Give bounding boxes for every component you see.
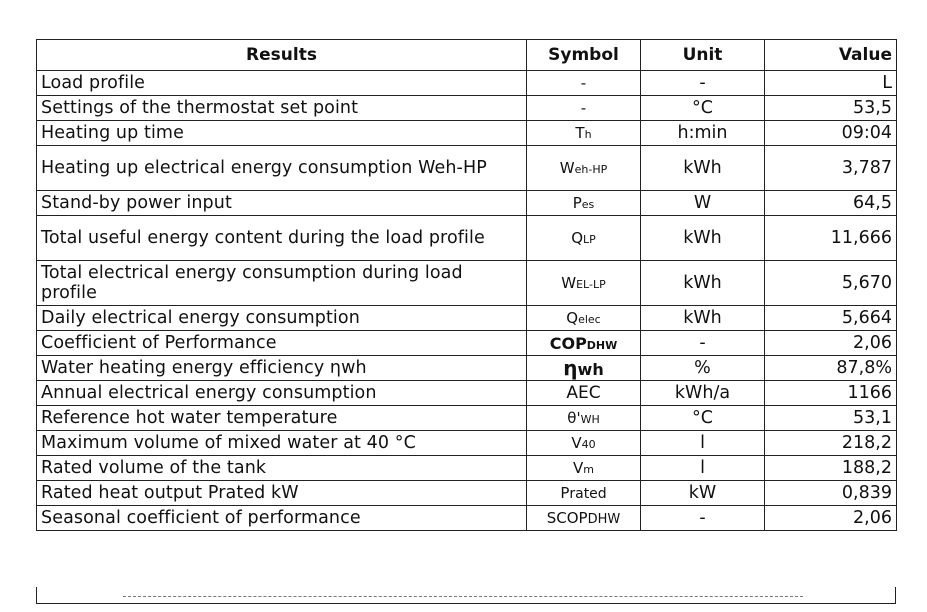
row-value: 11,666 <box>765 216 897 261</box>
symbol-sub: eh-HP <box>574 163 608 176</box>
row-name: Seasonal coefficient of performance <box>37 506 527 531</box>
row-unit: % <box>641 356 765 381</box>
row-value: L <box>765 71 897 96</box>
row-unit: kWh <box>641 146 765 191</box>
header-symbol: Symbol <box>527 40 641 71</box>
dashed-divider <box>123 596 803 597</box>
row-value: 87,8% <box>765 356 897 381</box>
symbol-sub: h <box>584 128 592 141</box>
symbol-sub: LP <box>583 233 596 246</box>
table-row <box>37 481 897 506</box>
results-table <box>36 39 897 531</box>
row-unit: kW <box>641 481 765 506</box>
symbol-main: SCOP <box>546 509 588 527</box>
row-symbol <box>527 431 641 456</box>
symbol-sub: rated <box>569 486 607 502</box>
table-row <box>37 71 897 96</box>
row-value: 2,06 <box>765 331 897 356</box>
row-unit: l <box>641 456 765 481</box>
symbol-main: Q <box>566 309 579 327</box>
row-unit: °C <box>641 406 765 431</box>
row-symbol: AEC <box>527 381 641 406</box>
row-name: Water heating energy efficiency ηwh <box>37 356 527 381</box>
table-row <box>37 261 897 306</box>
symbol-sub: 40 <box>581 438 596 451</box>
symbol-main: θ' <box>567 409 581 427</box>
row-name: Annual electrical energy consumption <box>37 381 527 406</box>
table-row <box>37 356 897 381</box>
symbol-sub: DHW <box>586 338 618 352</box>
symbol-main: T <box>575 124 585 142</box>
row-name: Total useful energy content during the load profile <box>37 216 527 261</box>
row-value: 2,06 <box>765 506 897 531</box>
symbol-main: COP <box>549 333 587 353</box>
symbol-sub: m <box>583 463 594 476</box>
row-name: Coefficient of Performance <box>37 331 527 356</box>
row-unit: kWh <box>641 261 765 306</box>
symbol-main: V <box>571 434 582 452</box>
table-row <box>37 121 897 146</box>
row-symbol <box>527 146 641 191</box>
header-value: Value <box>765 40 897 71</box>
table-row <box>37 331 897 356</box>
row-name: Stand-by power input <box>37 191 527 216</box>
symbol-main: W <box>561 274 577 292</box>
symbol-main: Q <box>571 229 584 247</box>
symbol-sub: es <box>581 198 595 211</box>
row-unit: kWh/a <box>641 381 765 406</box>
row-value: 5,670 <box>765 261 897 306</box>
row-symbol: - <box>527 96 641 121</box>
row-unit: - <box>641 331 765 356</box>
table-row <box>37 406 897 431</box>
table-row <box>37 146 897 191</box>
symbol-main: V <box>573 459 584 477</box>
row-value: 188,2 <box>765 456 897 481</box>
row-symbol <box>527 406 641 431</box>
table-row <box>37 216 897 261</box>
row-symbol <box>527 356 641 381</box>
symbol-main: P <box>572 194 582 212</box>
row-symbol <box>527 261 641 306</box>
header-row <box>37 40 897 71</box>
symbol-sub: elec <box>578 313 601 326</box>
symbol-sub: DHW <box>587 512 621 527</box>
row-name: Load profile <box>37 71 527 96</box>
symbol-main: η <box>563 356 578 380</box>
row-unit: h:min <box>641 121 765 146</box>
row-value: 0,839 <box>765 481 897 506</box>
table-row <box>37 456 897 481</box>
row-unit: kWh <box>641 216 765 261</box>
row-symbol <box>527 121 641 146</box>
header-results: Results <box>37 40 527 71</box>
table-row <box>37 431 897 456</box>
results-sheet <box>36 39 896 531</box>
row-symbol <box>527 331 641 356</box>
symbol-sub: wh <box>577 360 604 379</box>
table-row <box>37 191 897 216</box>
row-name: Maximum volume of mixed water at 40 °C <box>37 431 527 456</box>
row-symbol: - <box>527 71 641 96</box>
row-name: Daily electrical energy consumption <box>37 306 527 331</box>
symbol-main: W <box>559 159 575 177</box>
row-value: 64,5 <box>765 191 897 216</box>
row-name: Rated heat output Prated kW <box>37 481 527 506</box>
row-value: 5,664 <box>765 306 897 331</box>
row-symbol <box>527 481 641 506</box>
symbol-sub: WH <box>580 413 600 426</box>
row-name: Heating up time <box>37 121 527 146</box>
row-symbol <box>527 506 641 531</box>
row-name: Settings of the thermostat set point <box>37 96 527 121</box>
table-row <box>37 306 897 331</box>
row-value: 09:04 <box>765 121 897 146</box>
row-unit: °C <box>641 96 765 121</box>
row-value: 1166 <box>765 381 897 406</box>
row-value: 3,787 <box>765 146 897 191</box>
row-unit: l <box>641 431 765 456</box>
row-value: 53,5 <box>765 96 897 121</box>
row-symbol <box>527 191 641 216</box>
table-row <box>37 506 897 531</box>
header-unit: Unit <box>641 40 765 71</box>
row-symbol <box>527 306 641 331</box>
row-value: 218,2 <box>765 431 897 456</box>
row-unit: kWh <box>641 306 765 331</box>
row-unit: - <box>641 506 765 531</box>
row-name: Rated volume of the tank <box>37 456 527 481</box>
row-symbol <box>527 456 641 481</box>
row-name: Total electrical energy consumption during load profile <box>37 261 527 306</box>
table-row <box>37 96 897 121</box>
row-symbol <box>527 216 641 261</box>
row-unit: W <box>641 191 765 216</box>
row-name: Heating up electrical energy consumption Weh-HP <box>37 146 527 191</box>
table-row <box>37 381 897 406</box>
row-name: Reference hot water temperature <box>37 406 527 431</box>
row-unit: - <box>641 71 765 96</box>
row-value: 53,1 <box>765 406 897 431</box>
symbol-main: P <box>560 484 570 502</box>
symbol-sub: EL-LP <box>576 278 606 291</box>
